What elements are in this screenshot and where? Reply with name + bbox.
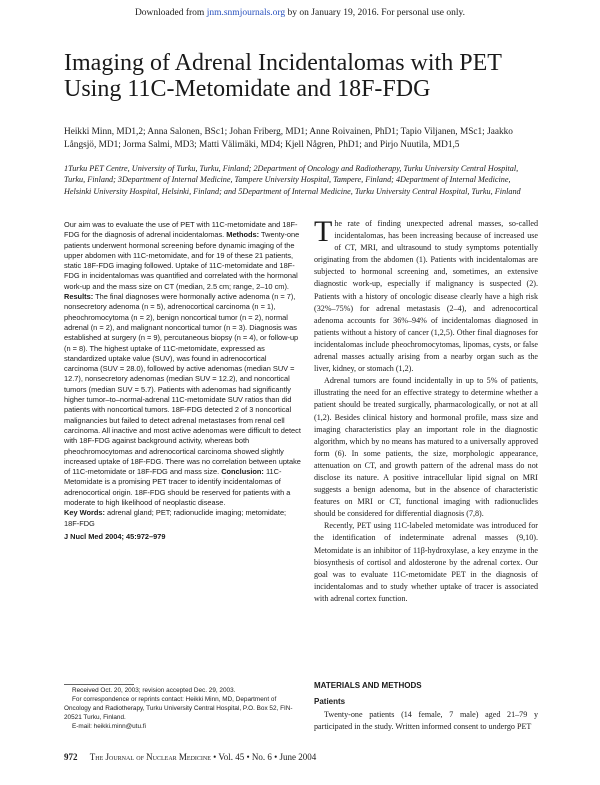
abstract-aim: Our aim was to evaluate the use of PET with 11C-metomidate and 18F-FDG for the diagnosis of adrenal incidentalomas. xyxy=(64,220,298,240)
intro-paragraph-1 xyxy=(314,215,538,375)
intro-paragraph-1-text: he rate of finding unexpected adrenal masses, so-called incidentalomas, has been increasing because of increased use of CT, MRI, and ultrasound to study symptoms potentially originating from the abdomen (1). Patients with incidentalomas are subjected to hormonal screening and, sometimes, an extensive diagnostic work-up, especially if malignancy is suspected (2). Patients with a history of oncologic disease clearly have a high risk (32%–75%) for adrenal metastasis (2–4), and adrenocortical adenoma accounts for 36%–94% of incidentalomas diagnosed in patients without a history of cancer (1,2,5). Other final diagnoses for incidentalomas include pheochromocytomas, lipomas, cysts, or false adrenal masses actually arising from a nearby organ such as the liver, kidney, or stomach (1,2). xyxy=(314,219,538,374)
drop-cap: T xyxy=(314,215,333,248)
intro-paragraph-2: Adrenal tumors are found incidentally in up to 5% of patients, illustrating the need for an effective strategy to determine whether a patient should be treated surgically, pharmacologically, or not at all (1,2). Besides clinical history and hormonal profile, mass size and imaging characteristics play an important role in the diagnostic algorithm, which by no means has matured to a universally approved form (6). In some patients, the size, morphologic appearance, attenuation on CT, and growth pattern of the adrenal mass do not disclose its nature. A positive intracellular lipid signal on MRI suggests a benign adenoma, but in the absence of characteristic features on MRI or CT, functional imaging with radionuclides should be considered for differential diagnosis (7,8). xyxy=(314,376,538,519)
author-list: Heikki Minn, MD1,2; Anna Salonen, BSc1; Johan Friberg, MD1; Anne Roivainen, PhD1; Tapio Viljanen, MSc1; Jaakko Långsjö, MD1; Jorma Salmi, MD3; Matti Välimäki, MD4; Kjell Någren, PhD1; and Pirjo Nuutila, MD1,5 xyxy=(64,127,513,150)
footnotes xyxy=(64,687,302,732)
introduction xyxy=(314,215,538,605)
footnote-divider xyxy=(64,684,134,685)
download-suffix: by on January 19, 2016. For personal use only. xyxy=(285,8,466,18)
intro-paragraph-3: Recently, PET using 11C-labeled metomidate was introduced for the identification of indeterminate adrenal masses (9,10). Metomidate is an inhibitor of 11β-hydroxylase, a key enzyme in the biosynthesis of cortisol and aldosterone by the adrenal cortex. Our goal was to evaluate 11C-metomidate PET in the diagnosis of incidentalomas and to study whether uptake of tracer is associated with adrenal cortex function. xyxy=(314,521,538,603)
journal-citation: J Nucl Med 2004; 45:972–979 xyxy=(64,531,166,541)
subsection-heading-patients: Patients xyxy=(314,697,346,706)
conclusion-label: Conclusion: xyxy=(221,467,264,477)
footnote-received: Received Oct. 20, 2003; revision accepted Dec. 29, 2003. xyxy=(72,687,236,694)
download-prefix: Downloaded from xyxy=(134,8,207,18)
methods-label: Methods: xyxy=(226,230,260,240)
abstract-results: The final diagnoses were hormonally active adenoma (n = 7), nonsecretory adenoma (n = 5), adrenocortical carcinoma (n = 1), pheochromocytoma (n = 2), benign noncortical tumor (n = 2), normal adrenal (n = 2), and malignant noncortical tumor (n = 3). Diagnosis was established at surgery (n = 9), percutaneous biopsy (n = 4), or follow-up (n = 8). The highest uptake of 11C-metomidate, expressed as standardized uptake value (SUV), was found in adrenocortical carcinoma (SUV = 28.0), followed by active adenomas (median SUV = 12.7), nonsecretory adenomas (median SUV = 12.2), and noncortical tumors (median SUV = 5.7). Patients with adenomas had significantly higher tumor–to–normal-adrenal 11C-metomidate SUV ratios than did patients with noncortical tumors. 18F-FDG detected 2 of 3 noncortical malignancies but failed to detect adrenal metastases from renal cell carcinoma. All inactive and most active adenomas were difficult to detect with 18F-FDG against background activity, whereas both pheochromocytomas and adrenocortical carcinoma showed slightly increased uptake of 18F-FDG. There was no correlation between uptake of 11C-metomidate or 18F-FDG and mass size. xyxy=(64,292,301,477)
abstract-methods: Twenty-one patients underwent hormonal screening before dynamic imaging of the upper abdomen with 11C-metomidate, and for 19 of these 21 patients, static 18F-FDG imaging followed. Uptake of 11C-metomidate and 18F-FDG in incidentalomas was quantified and correlated with the hormonal work-up and the mass size on CT (median, 2.5 cm; range, 2–10 cm). xyxy=(64,230,300,291)
keywords-label: Key Words: xyxy=(64,508,105,518)
issue-info: • Vol. 45 • No. 6 • June 2004 xyxy=(213,752,317,762)
page-footer xyxy=(64,752,540,762)
abstract xyxy=(64,220,301,542)
abstract-keywords: adrenal gland; PET; radionuclide imaging; metomidate; 18F-FDG xyxy=(64,508,287,528)
journal-link[interactable]: jnm.snmjournals.org xyxy=(206,8,286,18)
results-label: Results: xyxy=(64,292,94,302)
patients-paragraph: Twenty-one patients (14 female, 7 male) aged 21–79 y participated in the study. Written informed consent to undergo PET xyxy=(314,710,538,732)
footnote-email: E-mail: heikki.minn@utu.fi xyxy=(72,722,146,730)
affiliations: 1Turku PET Centre, University of Turku, Turku, Finland; 2Department of Oncology and Radiotherapy, Turku University Central Hospital, Turku, Finland; 3Department of Internal Medicine, Tampere University Hospital, Tampere, Finland; 4Department of Internal Medicine, Helsinki University Hospital, Helsinki, Finland; and 5Department of Internal Medicine, Turku University Central Hospital, Turku, Finland xyxy=(64,164,521,196)
page-number: 972 xyxy=(64,752,78,762)
article-title: Imaging of Adrenal Incidentalomas with PET Using 11C-Metomidate and 18F-FDG xyxy=(64,50,502,102)
section-heading-methods: MATERIALS AND METHODS xyxy=(314,681,422,690)
download-notice xyxy=(0,8,600,18)
abstract-conclusion: 11C-Metomidate is a promising PET tracer to identify incidentalomas of adrenocortical origin. 18F-FDG should be reserved for patients with a moderate to high likelihood of neoplastic disease. xyxy=(64,467,291,508)
footnote-correspondence: For correspondence or reprints contact: Heikki Minn, MD, Department of Oncology and Radiotherapy, Turku University Central Hospital, P.O. Box 52, FIN-20521 Turku, Finland. xyxy=(64,695,293,721)
journal-name: The Journal of Nuclear Medicine xyxy=(89,752,211,762)
